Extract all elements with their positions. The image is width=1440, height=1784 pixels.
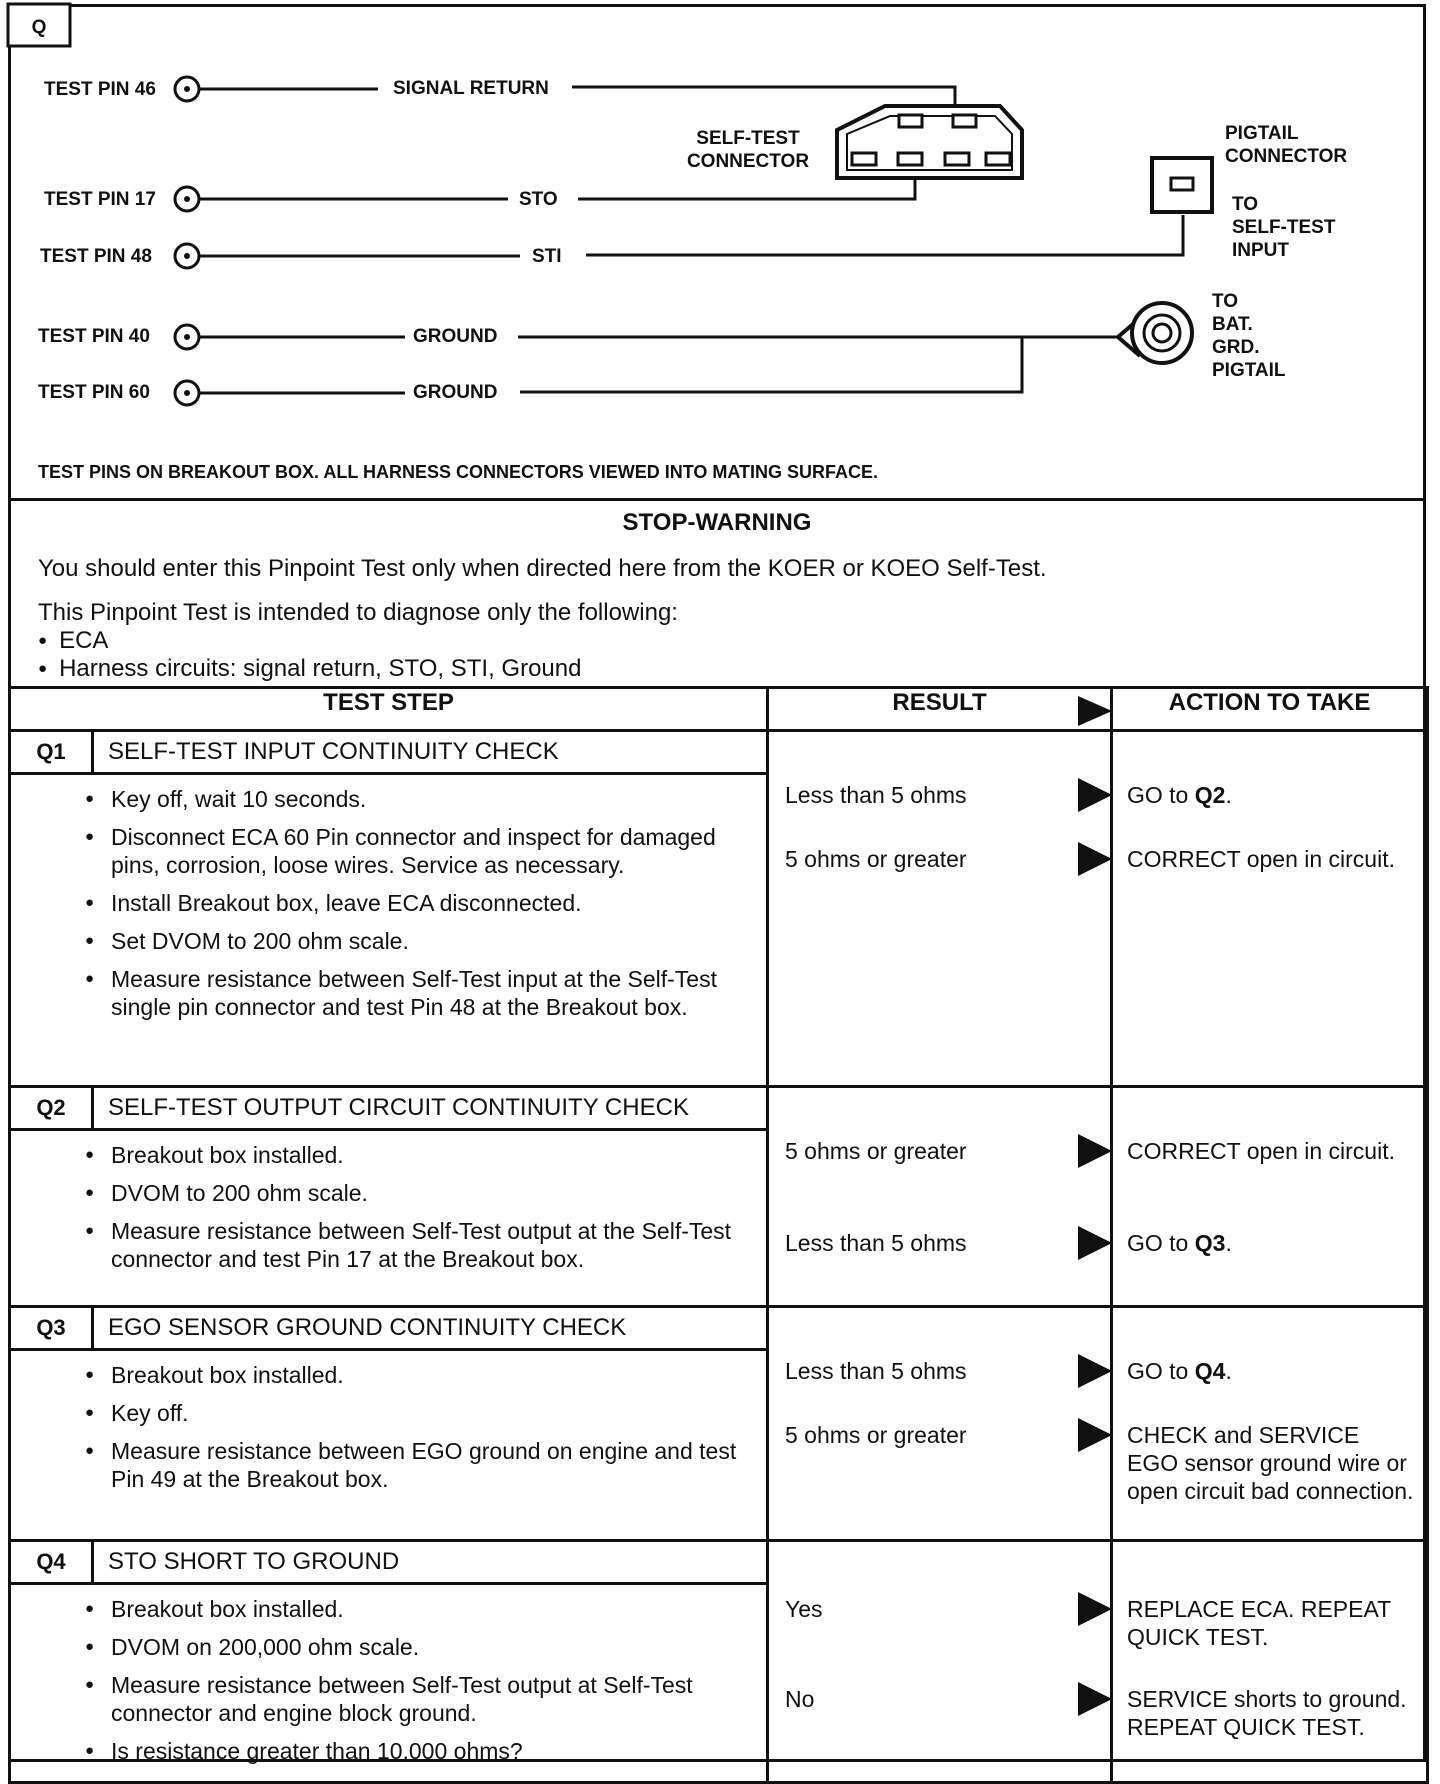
action-cell-q4 — [1112, 1541, 1428, 1783]
list-item: ● Is resistance greater than 10,000 ohms? — [111, 1737, 746, 1765]
list-item: ● Measure resistance between Self-Test output at Self-Test connector and engine block ground. — [111, 1671, 746, 1727]
battery-ground-eyelet-icon — [1118, 303, 1192, 363]
to-bat-grd-label-1: TO — [1212, 291, 1239, 312]
table-header-row — [10, 688, 1428, 731]
arrow-right-icon — [1078, 1418, 1112, 1452]
signal-label-40: GROUND — [413, 326, 498, 347]
to-self-test-input-label-2: SELF-TEST — [1232, 217, 1336, 238]
pigtail-connector-label-1: PIGTAIL — [1225, 123, 1299, 144]
result-text: 5 ohms or greater — [785, 1422, 967, 1448]
signal-label-60: GROUND — [413, 382, 498, 403]
to-bat-grd-label-4: PIGTAIL — [1212, 360, 1286, 381]
result-text: 5 ohms or greater — [785, 846, 967, 872]
list-item: ● Breakout box installed. — [111, 1141, 746, 1169]
step-title: EGO SENSOR GROUND CONTINUITY CHECK — [108, 1314, 627, 1341]
list-item: ● Measure resistance between EGO ground on engine and test Pin 49 at the Breakout box. — [111, 1437, 746, 1493]
step-cell-q2 — [10, 1087, 768, 1307]
wires — [199, 87, 1183, 393]
warning-line-2: This Pinpoint Test is intended to diagnose only the following: — [38, 599, 678, 626]
result-text: Less than 5 ohms — [785, 1358, 967, 1384]
pin-label-60: TEST PIN 60 — [38, 382, 150, 403]
list-item: ● Key off, wait 10 seconds. — [111, 785, 746, 813]
action-text: CORRECT open in circuit. — [1127, 1138, 1395, 1164]
result-text: Less than 5 ohms — [785, 1230, 967, 1256]
list-item: ● Set DVOM to 200 ohm scale. — [111, 927, 746, 955]
stop-warning — [8, 498, 1426, 688]
stop-warning-title: STOP-WARNING — [622, 509, 812, 536]
to-bat-grd-label-2: BAT. — [1212, 314, 1253, 335]
pin-label-17: TEST PIN 17 — [44, 189, 156, 210]
list-item: ● Install Breakout box, leave ECA disconnected. — [111, 889, 746, 917]
arrow-right-icon — [1078, 696, 1112, 726]
step-title: SELF-TEST INPUT CONTINUITY CHECK — [108, 738, 559, 765]
result-cell-q3 — [768, 1307, 1112, 1541]
self-test-connector-icon — [837, 106, 1022, 178]
arrow-right-icon — [1078, 1592, 1112, 1626]
signal-label-17: STO — [519, 189, 558, 210]
to-self-test-input-label-3: INPUT — [1232, 240, 1289, 261]
arrow-right-icon — [1078, 1354, 1112, 1388]
result-cell-q4 — [768, 1541, 1112, 1783]
list-item: ● DVOM on 200,000 ohm scale. — [111, 1633, 746, 1661]
test-pin-icons — [175, 77, 199, 405]
to-bat-grd-label-3: GRD. — [1212, 337, 1260, 358]
self-test-connector-label-1: SELF-TEST — [696, 128, 800, 149]
step-title: SELF-TEST OUTPUT CIRCUIT CONTINUITY CHECK — [108, 1094, 689, 1121]
action-cell-q3 — [1112, 1307, 1428, 1541]
step-cell-q1 — [10, 731, 768, 1087]
warning-line-1: You should enter this Pinpoint Test only when directed here from the KOER or KOEO Self-Test. — [38, 555, 1047, 582]
result-text: Yes — [785, 1596, 823, 1622]
result-cell-q1 — [768, 731, 1112, 1087]
signal-label-46: SIGNAL RETURN — [393, 78, 549, 99]
arrow-right-icon — [1078, 1226, 1112, 1260]
pin-label-46: TEST PIN 46 — [44, 79, 156, 100]
step-cell-q3 — [10, 1307, 768, 1541]
action-text: CORRECT open in circuit. — [1127, 846, 1395, 872]
signal-label-48: STI — [532, 246, 562, 267]
action-cell-q2 — [1112, 1087, 1428, 1307]
table-row — [10, 1307, 1428, 1541]
warning-bullet-1: ● ECA — [38, 627, 108, 655]
header-result: RESULT — [768, 688, 1112, 731]
header-test-step: TEST STEP — [10, 688, 768, 731]
list-item: ● Disconnect ECA 60 Pin connector and inspect for damaged pins, corrosion, loose wires. Service as necessary. — [111, 823, 746, 879]
pin-label-40: TEST PIN 40 — [38, 326, 150, 347]
pigtail-connector-icon — [1152, 158, 1212, 212]
result-text: 5 ohms or greater — [785, 1138, 967, 1164]
list-item: ● Measure resistance between Self-Test output at the Self-Test connector and test Pin 17 at the Breakout box. — [111, 1217, 746, 1273]
step-id: Q1 — [11, 732, 94, 772]
arrow-right-icon — [1078, 842, 1112, 876]
test-steps-table — [8, 686, 1429, 1784]
pigtail-connector-label-2: CONNECTOR — [1225, 146, 1348, 167]
diagram-note: TEST PINS ON BREAKOUT BOX. ALL HARNESS CONNECTORS VIEWED INTO MATING SURFACE. — [38, 462, 879, 482]
arrow-right-icon — [1078, 1134, 1112, 1168]
action-cell-q1 — [1112, 731, 1428, 1087]
header-action: ACTION TO TAKE — [1112, 688, 1428, 731]
self-test-connector-label-2: CONNECTOR — [686, 151, 810, 172]
to-self-test-input-label-1: TO — [1232, 194, 1259, 215]
arrow-right-icon — [1078, 778, 1112, 812]
step-cell-q4 — [10, 1541, 768, 1783]
result-text: No — [785, 1686, 815, 1712]
list-item: ● Breakout box installed. — [111, 1361, 746, 1389]
list-item: ● Measure resistance between Self-Test input at the Self-Test single pin connector and test Pin 48 at the Breakout box. — [111, 965, 746, 1021]
result-text: Less than 5 ohms — [785, 782, 967, 808]
table-row — [10, 731, 1428, 1087]
action-text: SERVICE shorts to ground. REPEAT QUICK TEST. — [1127, 1686, 1407, 1740]
step-id: Q4 — [11, 1542, 94, 1582]
action-text: GO to Q2. — [1127, 782, 1232, 808]
step-title: STO SHORT TO GROUND — [108, 1548, 400, 1575]
action-text: GO to Q3. — [1127, 1230, 1232, 1256]
section-letter: Q — [31, 17, 47, 38]
action-text: GO to Q4. — [1127, 1358, 1232, 1384]
action-text: CHECK and SERVICE EGO sensor ground wire or open circuit bad connection. — [1127, 1422, 1414, 1504]
step-id: Q3 — [11, 1308, 94, 1348]
list-item: ● Key off. — [111, 1399, 746, 1427]
table-row — [10, 1087, 1428, 1307]
list-item: ● DVOM to 200 ohm scale. — [111, 1179, 746, 1207]
action-text: REPLACE ECA. REPEAT QUICK TEST. — [1127, 1596, 1391, 1650]
step-id: Q2 — [11, 1088, 94, 1128]
warning-bullet-2: ● Harness circuits: signal return, STO, STI, Ground — [38, 655, 581, 683]
result-cell-q2 — [768, 1087, 1112, 1307]
arrow-right-icon — [1078, 1682, 1112, 1716]
list-item: ● Breakout box installed. — [111, 1595, 746, 1623]
table-row — [10, 1541, 1428, 1783]
pin-label-48: TEST PIN 48 — [40, 246, 152, 267]
wiring-diagram — [0, 0, 1440, 500]
